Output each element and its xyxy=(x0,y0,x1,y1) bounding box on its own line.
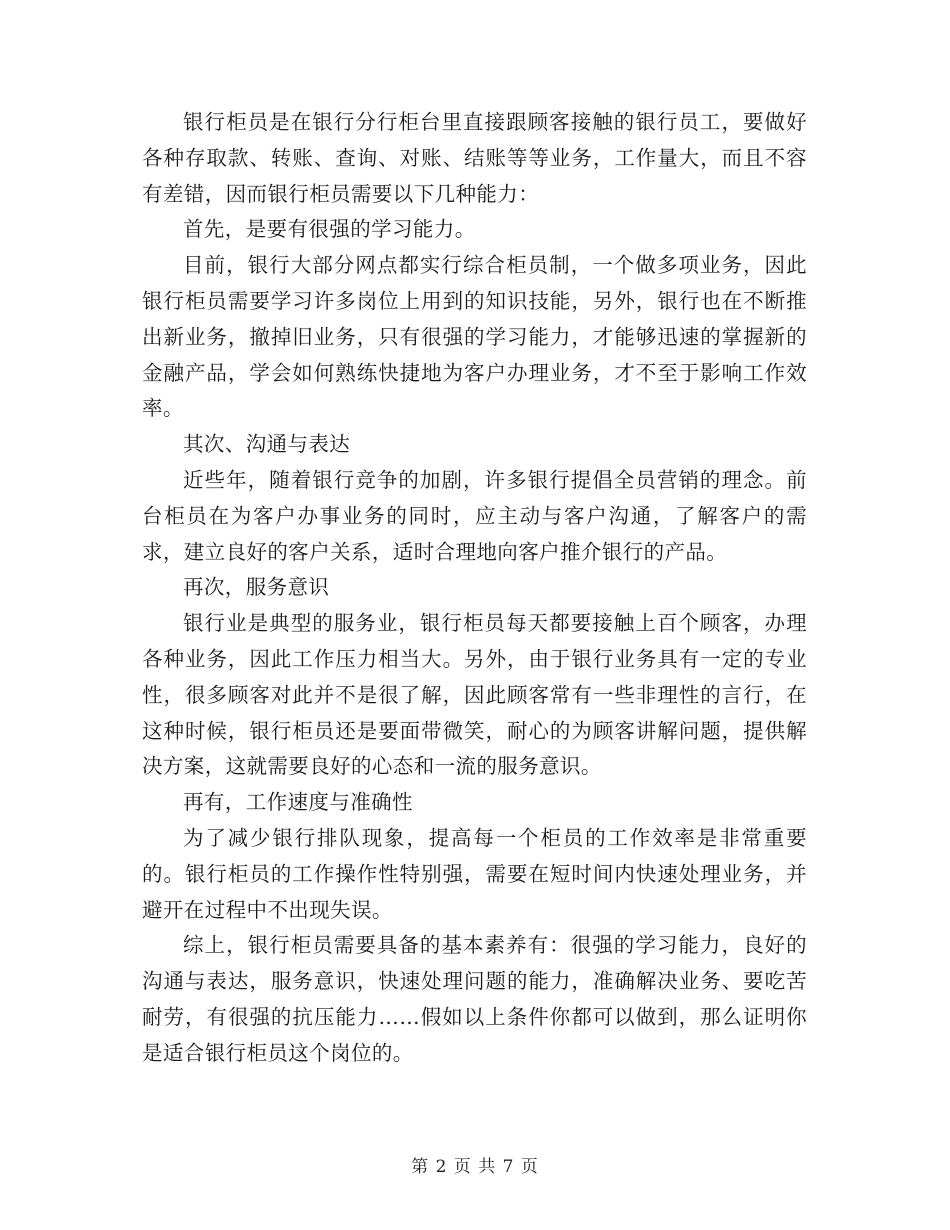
heading-learning-ability: 首先，是要有很强的学习能力。 xyxy=(183,217,476,242)
paragraph-learning-ability: 目前，银行大部分网点都实行综合柜员制，一个做多项业务，因此银行柜员需要学习许多岗位上用到的知识技能，另外，银行也在不断推出新业务，撤掉旧业务，只有很强的学习能力，才能够迅速的掌握新的金融产品，学会如何熟练快捷地为客户办理业务，才不至于影响工作效率。 xyxy=(142,253,807,421)
heading-speed-accuracy: 再有，工作速度与准确性 xyxy=(183,790,413,815)
paragraph-summary: 综上，银行柜员需要具备的基本素养有：很强的学习能力，良好的沟通与表达，服务意识，快速处理问题的能力，准确解决业务、要吃苦耐劳，有很强的抗压能力……假如以上条件你都可以做到，那么证明你是适合银行柜员这个岗位的。 xyxy=(142,933,807,1065)
page-footer: 第 2 页 共 7 页 xyxy=(411,1157,539,1177)
paragraph-speed-accuracy: 为了减少银行排队现象，提高每一个柜员的工作效率是非常重要的。银行柜员的工作操作性特别强，需要在短时间内快速处理业务，并避开在过程中不出现失误。 xyxy=(142,825,807,922)
heading-communication: 其次、沟通与表达 xyxy=(183,432,351,457)
document-body xyxy=(142,105,807,1072)
paragraph-service-awareness: 银行业是典型的服务业，银行柜员每天都要接触上百个顾客，办理各种业务，因此工作压力相当大。另外，由于银行业务具有一定的专业性，很多顾客对此并不是很了解，因此顾客常有一些非理性的言行，在这种时候，银行柜员还是要面带微笑，耐心的为顾客讲解问题，提供解决方案，这就需要良好的心态和一流的服务意识。 xyxy=(142,611,807,779)
heading-service-awareness: 再次，服务意识 xyxy=(183,575,330,600)
paragraph-communication: 近些年，随着银行竞争的加剧，许多银行提倡全员营销的理念。前台柜员在为客户办事业务的同时，应主动与客户沟通，了解客户的需求，建立良好的客户关系，适时合理地向客户推介银行的产品。 xyxy=(142,467,807,564)
paragraph-intro: 银行柜员是在银行分行柜台里直接跟顾客接触的银行员工，要做好各种存取款、转账、查询、对账、结账等等业务，工作量大，而且不容有差错，因而银行柜员需要以下几种能力： xyxy=(142,110,807,206)
